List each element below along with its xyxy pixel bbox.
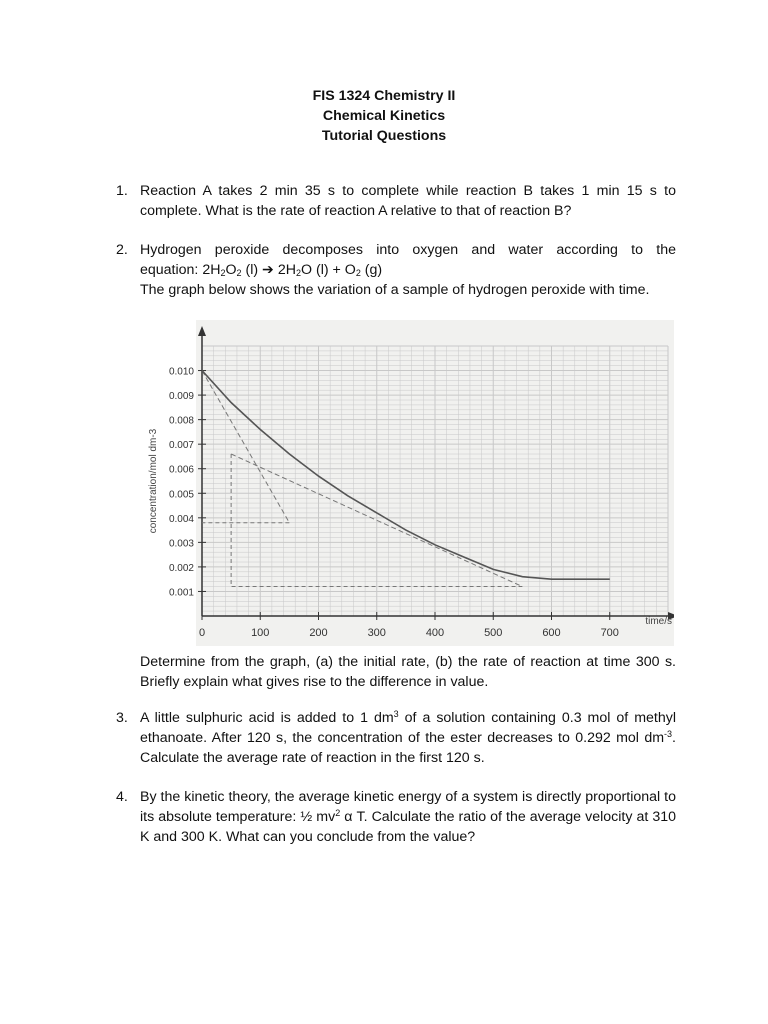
x-tick-label: 700 xyxy=(600,627,619,639)
text-part: of a solution containing 0.3 mol of methyl ethanoate. After 120 s, the concentration of the ester decreases to 0.292 mol dm xyxy=(140,710,676,746)
question-text xyxy=(140,708,676,768)
text-part: A little sulphuric acid is added to 1 dm xyxy=(140,710,394,726)
question-1 xyxy=(116,181,676,221)
concentration-time-graph xyxy=(148,320,674,646)
document-header xyxy=(0,86,768,146)
y-tick-label: 0.003 xyxy=(168,538,194,550)
question-text xyxy=(140,787,676,847)
x-axis-label: time/s xyxy=(645,616,672,627)
y-tick-label: 0.007 xyxy=(168,440,194,452)
x-tick-label: 300 xyxy=(367,627,386,639)
question-3 xyxy=(116,708,676,768)
y-tick-label: 0.009 xyxy=(168,391,194,403)
question-number: 4. xyxy=(116,789,128,805)
x-tick-label: 600 xyxy=(542,627,561,639)
text-part: By the kinetic theory, the average kinetic energy of a system is directly proportional to its absolute temperature: ½ mv xyxy=(140,789,676,825)
y-tick-label: 0.008 xyxy=(168,415,194,427)
y-tick-label: 0.010 xyxy=(168,366,194,378)
subtitle: Tutorial Questions xyxy=(321,128,447,144)
x-tick-label: 100 xyxy=(251,627,270,639)
reaction-equation xyxy=(140,260,676,280)
question-2-followup: Determine from the graph, (a) the initial rate, (b) the rate of reaction at time 300 s. Briefly explain what gives rise to the difference in value. xyxy=(140,654,676,690)
equation-lead: equation: xyxy=(140,262,203,278)
text-part: . Calculate the average rate of reaction in the first 120 s. xyxy=(140,730,676,766)
y-tick-label: 0.004 xyxy=(168,513,194,525)
topic-title: Chemical Kinetics xyxy=(322,108,446,124)
y-tick-label: 0.005 xyxy=(168,489,194,501)
question-number: 1. xyxy=(116,183,128,199)
x-tick-label: 500 xyxy=(484,627,503,639)
superscript: -3 xyxy=(664,729,673,739)
x-tick-label: 0 xyxy=(198,627,206,639)
graph-description: The graph below shows the variation of a sample of hydrogen peroxide with time. xyxy=(140,282,650,298)
y-tick-label: 0.002 xyxy=(168,562,194,574)
y-axis-label: concentration/mol dm-3 xyxy=(148,428,159,534)
chart-svg xyxy=(148,320,674,646)
y-tick-label: 0.006 xyxy=(168,464,194,476)
superscript: 3 xyxy=(393,709,399,719)
question-number: 2. xyxy=(116,242,128,258)
x-tick-label: 200 xyxy=(309,627,328,639)
superscript: 2 xyxy=(335,808,341,818)
y-tick-label: 0.001 xyxy=(168,587,194,599)
text-part: α T. Calculate the ratio of the average velocity at 310 K and 300 K. What can you conclude from the value? xyxy=(140,809,677,845)
question-2 xyxy=(116,240,676,300)
equation-formula: $2H_2O_2$ (l) ➔ $2H_2O$ $(l) + O_2$ (g) xyxy=(202,262,383,278)
question-number: 3. xyxy=(116,710,128,726)
x-tick-label: 400 xyxy=(425,627,445,639)
question-4 xyxy=(116,787,676,847)
question-text: Reaction A takes 2 min 35 s to complete while reaction B takes 1 min 15 s to complete. What is the rate of reaction A relative to that of reaction B? xyxy=(140,183,676,219)
course-title: FIS 1324 Chemistry II xyxy=(312,88,456,104)
question-intro: Hydrogen peroxide decomposes into oxygen and water according to the xyxy=(140,242,676,258)
